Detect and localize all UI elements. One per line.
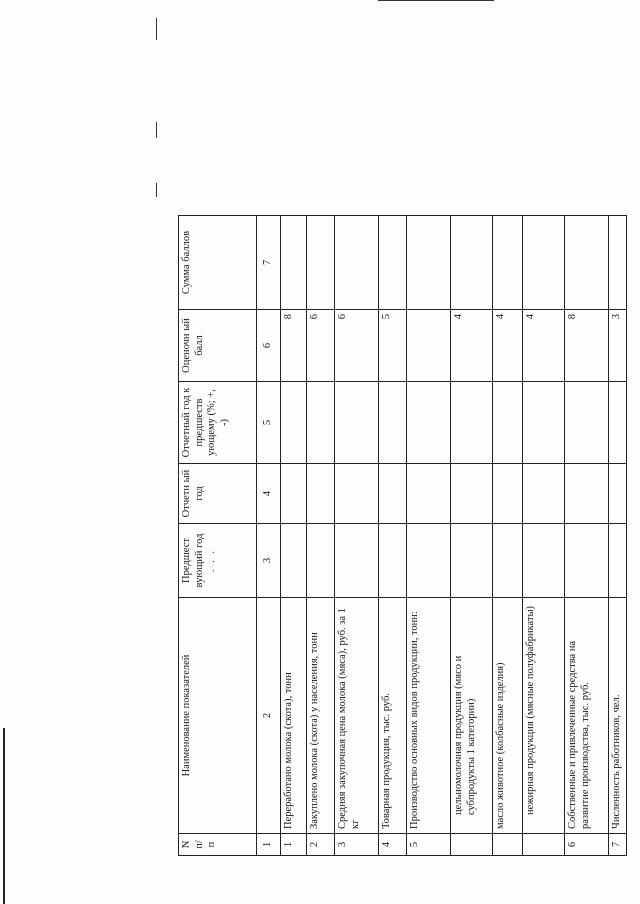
row-n: 7: [609, 834, 627, 856]
table-row: [335, 216, 379, 856]
row-prev-year: [407, 524, 451, 598]
row-sum: [335, 216, 379, 310]
row-ratio: [609, 382, 627, 464]
row-sum: [281, 216, 307, 310]
row-prev-year: [523, 524, 565, 598]
row-sum: [523, 216, 565, 310]
row-prev-year: [379, 524, 407, 598]
row-sum: [307, 216, 335, 310]
table-row: [307, 216, 335, 856]
row-ratio: [523, 382, 565, 464]
row-name: нежирная продукция (мясные полуфабрикаты): [523, 598, 565, 834]
header-name: Наименование показателей: [179, 598, 257, 834]
table-row: [379, 216, 407, 856]
header-prev-year-label: Предшест вующий год: [181, 533, 205, 588]
row-report-year: [523, 464, 565, 524]
row-score: 6: [335, 310, 379, 382]
row-ratio: [307, 382, 335, 464]
row-name: Производство основных видов продукции, тонн:: [407, 598, 451, 834]
row-score: 6: [307, 310, 335, 382]
row-score: 8: [281, 310, 307, 382]
row-report-year: [609, 464, 627, 524]
row-name: Численность работников, чел.: [609, 598, 627, 834]
row-score: 8: [565, 310, 609, 382]
header-ratio: Отчетный год к предшеств ующему (%; +, -): [179, 382, 257, 464]
row-report-year: [335, 464, 379, 524]
row-ratio: [565, 382, 609, 464]
col-number: 1: [257, 834, 281, 856]
row-ratio: [379, 382, 407, 464]
header-report-year: Отчетн ый год: [179, 464, 257, 524]
number-row: [257, 216, 281, 856]
table-row: [407, 216, 451, 856]
row-score: 3: [609, 310, 627, 382]
row-sum: [609, 216, 627, 310]
row-report-year: [407, 464, 451, 524]
table-row: [493, 216, 523, 856]
scan-mark-1: [156, 18, 157, 40]
row-prev-year: [307, 524, 335, 598]
row-report-year: [493, 464, 523, 524]
col-number: 2: [257, 598, 281, 834]
col-number: 4: [257, 464, 281, 524]
row-name: Переработано молока (скота), тонн: [281, 598, 307, 834]
row-prev-year: [609, 524, 627, 598]
row-ratio: [493, 382, 523, 464]
row-sum: [565, 216, 609, 310]
col-number: 6: [257, 310, 281, 382]
row-prev-year: [493, 524, 523, 598]
row-name: цельномолочная продукция (мясо и субпродукты 1 категории): [451, 598, 493, 834]
header-sum: Сумма баллов: [179, 216, 257, 310]
row-report-year: [565, 464, 609, 524]
row-n: [523, 834, 565, 856]
row-name: Товарная продукция, тыс. руб.: [379, 598, 407, 834]
scan-mark-top: [378, 0, 494, 1]
header-n: N п/п: [179, 834, 257, 856]
row-name: Собственные и привлеченные средства на развитие производства, тыс. руб.: [565, 598, 609, 834]
row-score: 4: [451, 310, 493, 382]
row-ratio: [451, 382, 493, 464]
row-score: 5: [379, 310, 407, 382]
col-number: 3: [257, 524, 281, 598]
header-row: [179, 216, 257, 856]
row-ratio: [407, 382, 451, 464]
row-ratio: [335, 382, 379, 464]
row-n: 5: [407, 834, 451, 856]
row-report-year: [379, 464, 407, 524]
row-sum: [379, 216, 407, 310]
row-n: 6: [565, 834, 609, 856]
row-sum: [493, 216, 523, 310]
table-row: [565, 216, 609, 856]
row-n: 2: [307, 834, 335, 856]
row-n: [451, 834, 493, 856]
row-score: [407, 310, 451, 382]
row-name: масло животное (колбасные изделия): [493, 598, 523, 834]
header-prev-year: [179, 524, 257, 598]
scan-margin-line: [3, 728, 5, 904]
table-row: [451, 216, 493, 856]
row-name: Закуплено молока (скота) у населения, тонн: [307, 598, 335, 834]
row-report-year: [451, 464, 493, 524]
header-score: Оценочн ый балл: [179, 310, 257, 382]
row-score: 4: [493, 310, 523, 382]
col-number: 7: [257, 216, 281, 310]
row-prev-year: [451, 524, 493, 598]
indicators-table: [178, 215, 627, 856]
col-number: 5: [257, 382, 281, 464]
row-n: [493, 834, 523, 856]
table-row: [281, 216, 307, 856]
row-prev-year: [281, 524, 307, 598]
row-sum: [407, 216, 451, 310]
row-prev-year: [565, 524, 609, 598]
row-report-year: [307, 464, 335, 524]
table-row: [523, 216, 565, 856]
scan-mark-2: [156, 122, 157, 138]
row-name: Средняя закупочная цена молока (мяса), руб. за 1 кг: [335, 598, 379, 834]
row-sum: [451, 216, 493, 310]
row-score: 4: [523, 310, 565, 382]
row-ratio: [281, 382, 307, 464]
rotated-table-wrapper: [178, 216, 622, 856]
row-report-year: [281, 464, 307, 524]
row-n: 3: [335, 834, 379, 856]
row-n: 1: [281, 834, 307, 856]
row-prev-year: [335, 524, 379, 598]
scan-mark-3: [156, 183, 157, 197]
row-n: 4: [379, 834, 407, 856]
table-row: [609, 216, 627, 856]
table-rotation-container: [178, 216, 622, 856]
header-dots: . . .: [206, 548, 218, 573]
